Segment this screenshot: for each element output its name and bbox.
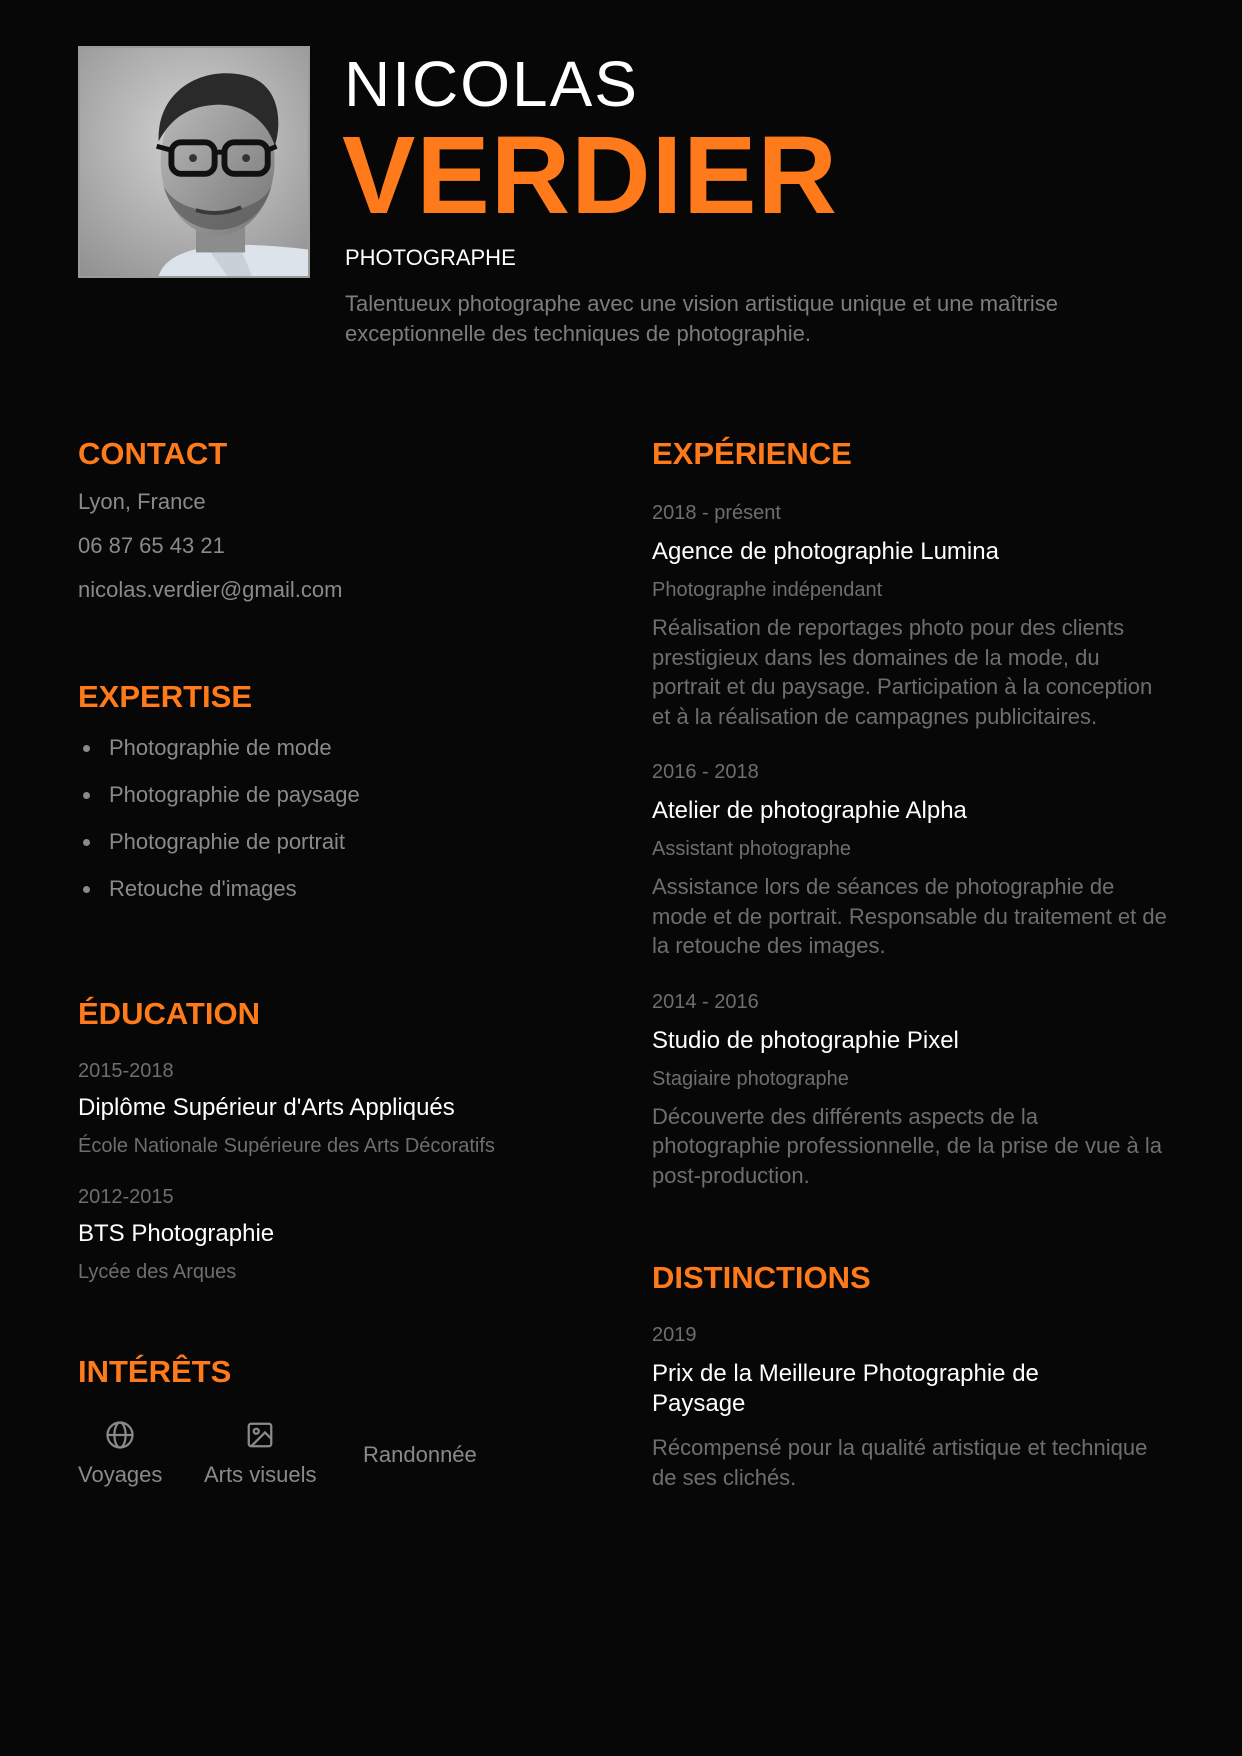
education-date: 2012-2015	[78, 1186, 174, 1208]
list-item	[78, 735, 598, 782]
profile-photo	[78, 46, 310, 278]
experience-company: Atelier de photographie Alpha	[652, 797, 967, 824]
list-item	[78, 782, 598, 829]
experience-description: Assistance lors de séances de photographie de mode et de portrait. Responsable du traitement et de la retouche des images.	[652, 874, 1167, 958]
interest-voyages	[78, 1420, 162, 1488]
expertise-title: EXPERTISE	[78, 679, 252, 714]
bullet-icon	[83, 792, 90, 799]
interests-title: INTÉRÊTS	[78, 1354, 232, 1389]
education-school: École Nationale Supérieure des Arts Décoratifs	[78, 1135, 495, 1157]
distinction-title: Prix de la Meilleure Photographie de Paysage	[652, 1360, 1039, 1417]
job-title: PHOTOGRAPHE	[345, 245, 516, 270]
profile-summary: Talentueux photographe avec une vision artistique unique et une maîtrise exceptionnelle des techniques de photographie.	[345, 291, 1059, 346]
interest-randonnee	[363, 1442, 477, 1468]
distinctions-section	[652, 1260, 1172, 1492]
distinction-description: Récompensé pour la qualité artistique et technique de ses clichés.	[652, 1435, 1148, 1490]
distinction-date: 2019	[652, 1324, 697, 1346]
bullet-icon	[83, 745, 90, 752]
experience-role: Photographe indépendant	[652, 579, 883, 601]
experience-company: Studio de photographie Pixel	[652, 1026, 959, 1054]
experience-company: Agence de photographie Lumina	[652, 538, 999, 565]
last-name: VERDIER	[342, 114, 838, 237]
experience-date: 2014 - 2016	[652, 990, 759, 1013]
globe-icon	[105, 1420, 135, 1450]
list-item	[78, 876, 598, 923]
experience-description: Découverte des différents aspects de la photographie professionnelle, de la prise de vue à la post-production.	[652, 1103, 1163, 1188]
interest-label: Arts visuels	[204, 1462, 317, 1487]
expertise-item: Photographie de mode	[109, 735, 332, 760]
first-name: NICOLAS	[344, 48, 639, 120]
contact-title: CONTACT	[78, 436, 228, 471]
expertise-section	[78, 679, 598, 923]
education-school: Lycée des Arques	[78, 1261, 237, 1283]
experience-description: Réalisation de reportages photo pour des clients prestigieux dans les domaines de la mode, du portrait et du paysage. Participation à la conception et à la réalisation de campagnes publicitaires.	[652, 615, 1153, 729]
distinctions-title: DISTINCTIONS	[652, 1260, 871, 1295]
expertise-item: Photographie de portrait	[109, 829, 346, 854]
education-section	[78, 996, 598, 1284]
bullet-icon	[83, 886, 90, 893]
image-icon	[245, 1420, 275, 1450]
education-title: ÉDUCATION	[78, 996, 260, 1031]
interests-section	[78, 1354, 598, 1510]
experience-entry	[652, 501, 1172, 731]
experience-entry	[652, 990, 1172, 1191]
interest-label: Voyages	[78, 1462, 163, 1487]
bullet-icon	[83, 839, 90, 846]
list-item	[78, 829, 598, 876]
expertise-list	[78, 735, 598, 923]
contact-location: Lyon, France	[78, 489, 206, 514]
contact-email: nicolas.verdier@gmail.com	[78, 577, 343, 602]
interest-label: Randonnée	[363, 1442, 477, 1467]
experience-role: Assistant photographe	[652, 838, 852, 860]
interests-list	[78, 1420, 598, 1510]
experience-date: 2016 - 2018	[652, 761, 759, 783]
interest-arts-visuels	[204, 1420, 316, 1488]
right-column	[652, 436, 1172, 1492]
education-degree: Diplôme Supérieur d'Arts Appliqués	[78, 1094, 455, 1121]
contact-phone: 06 87 65 43 21	[78, 533, 225, 558]
left-column	[78, 436, 598, 1510]
expertise-item: Retouche d'images	[109, 876, 297, 901]
experience-title: EXPÉRIENCE	[652, 436, 852, 471]
education-date: 2015-2018	[78, 1060, 174, 1082]
experience-section	[652, 436, 1172, 1190]
experience-entry	[652, 760, 1172, 961]
experience-role: Stagiaire photographe	[652, 1067, 849, 1090]
contact-section	[78, 436, 598, 603]
education-degree: BTS Photographie	[78, 1220, 275, 1247]
expertise-item: Photographie de paysage	[109, 782, 360, 807]
experience-date: 2018 - présent	[652, 502, 781, 524]
